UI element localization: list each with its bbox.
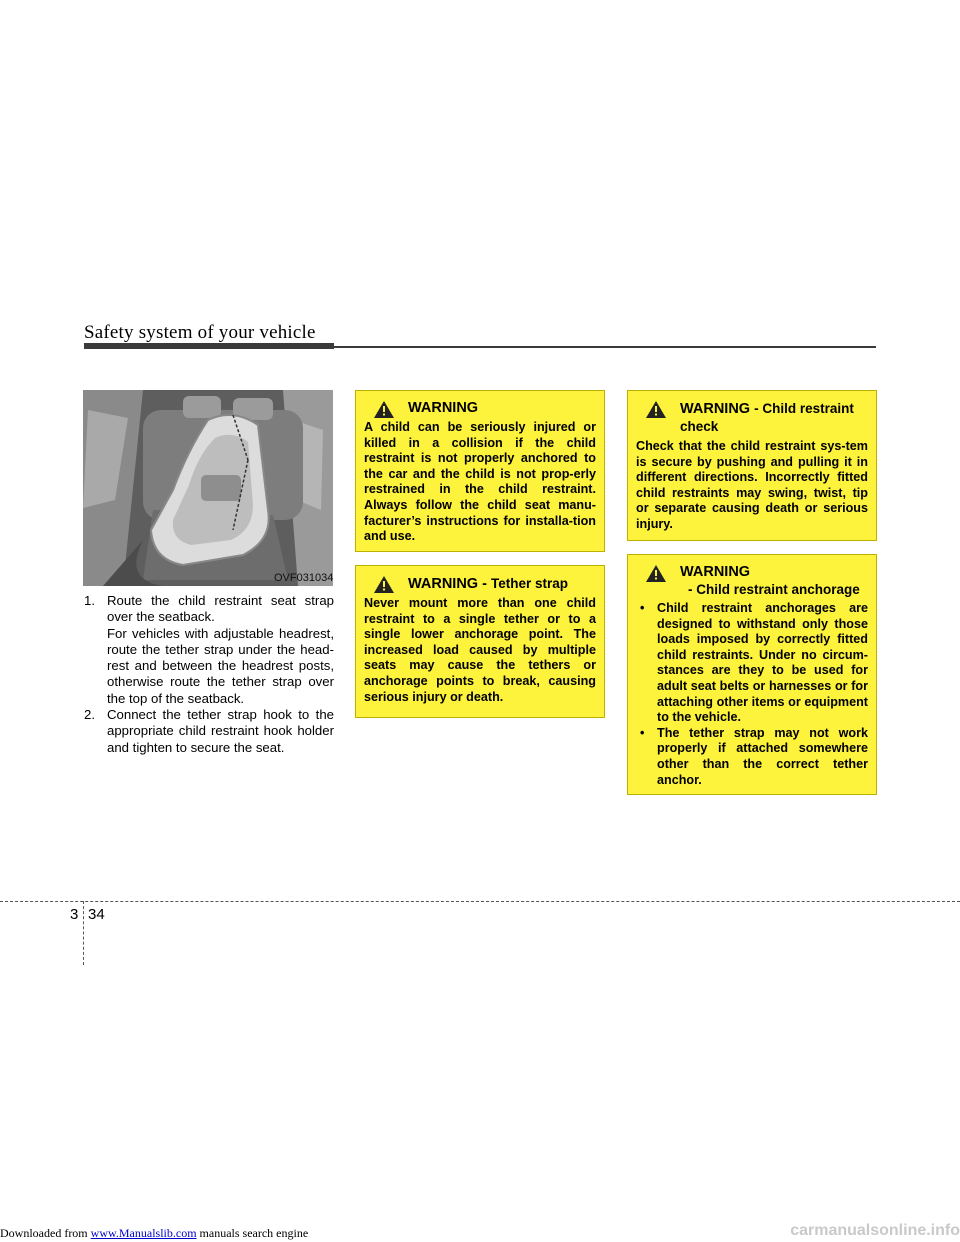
warning-triangle-icon [646, 401, 666, 423]
warning-triangle-icon [646, 565, 666, 587]
warning-triangle-icon [374, 576, 394, 598]
warning-box-child-restraint-anchorage [627, 554, 877, 795]
chapter-number: 3 [70, 906, 79, 923]
header-rule-thin [334, 346, 876, 348]
step-1-text: Route the child restraint seat strap over the seatback. [107, 593, 334, 625]
step-1-number: 1. [84, 593, 95, 608]
warning-bullet-list [636, 601, 868, 788]
warning-subtitle: - Child restraint anchorage [688, 582, 860, 597]
step-1 [84, 593, 334, 626]
warning-box-child-restraint-check [627, 390, 877, 541]
warning-box-tether-strap [355, 565, 605, 718]
footer-dashed-rule [0, 901, 960, 902]
bullet-text: The tether strap may not work properly if attached somewhere other than the correct tether anchor. [657, 725, 868, 787]
warning-label: WARNING [680, 564, 751, 580]
watermark: carmanualsonline.info [790, 1222, 960, 1239]
warning-subtitle: - Child restraint check [680, 401, 854, 434]
figure-code: OVF031034 [274, 572, 334, 584]
step-2-text: Connect the tether strap hook to the appropriate child restraint hook holder and tighten to secure the seat. [107, 707, 334, 755]
warning-label: WARNING [408, 400, 479, 416]
list-item [636, 601, 868, 726]
header-rule-thick [84, 343, 334, 349]
bullet-icon: • [640, 601, 645, 615]
child-seat-illustration [83, 390, 333, 586]
warning-body: Check that the child restraint sys-tem is secure by pushing and pulling it in different directions. Incorrectly fitted child restraints may swing, twist, tip or separate causing death or serious injury. [636, 439, 868, 531]
footer-dashed-divider [83, 901, 84, 965]
warning-box-general [355, 390, 605, 552]
manualslib-link[interactable]: www.Manualslib.com [90, 1226, 197, 1240]
warning-header [364, 575, 596, 593]
download-banner [0, 1226, 308, 1241]
warning-header [636, 564, 868, 598]
warning-subtitle: Tether strap [490, 576, 569, 591]
banner-suffix: manuals search engine [196, 1226, 309, 1240]
section-title: Safety system of your vehicle [84, 322, 316, 343]
warning-separator: - [478, 576, 491, 592]
warning-label: WARNING [408, 576, 479, 592]
instruction-steps [84, 593, 334, 756]
banner-prefix: Downloaded from [0, 1226, 91, 1240]
warning-header [364, 400, 596, 417]
step-2 [84, 707, 334, 756]
bullet-text: Child restraint anchorages are designed to withstand only those loads imposed by correctly fitted child restraints. Under no circum-stances are they to be used for adult seat belts or harnesses or for attaching other items or equipment to the vehicle. [657, 601, 868, 725]
warning-label: WARNING [680, 401, 751, 417]
page-number: 34 [88, 906, 105, 923]
step-2-number: 2. [84, 707, 95, 723]
child-seat-drawing [83, 390, 333, 586]
warning-header [636, 400, 868, 436]
bullet-icon: • [640, 725, 645, 740]
step-1-note: For vehicles with adjustable headrest, route the tether strap under the head-rest and between the headrest posts, otherwise route the tether strap over the top of the seatback. [107, 625, 334, 706]
list-item [636, 726, 868, 788]
warning-body: Never mount more than one child restraint to a single tether or to a single lower anchorage point. The increased load caused by multiple seats may cause the tethers or anchorage points to break, causing serious injury or death. [364, 596, 596, 704]
warning-body: A child can be seriously injured or killed in a collision if the child restraint is not properly anchored to the car and the child is not prop-erly restrained in the child restraint. Always follow the child seat manu-facturer’s instructions for installa-tion and use. [364, 420, 596, 544]
warning-triangle-icon [374, 401, 394, 423]
